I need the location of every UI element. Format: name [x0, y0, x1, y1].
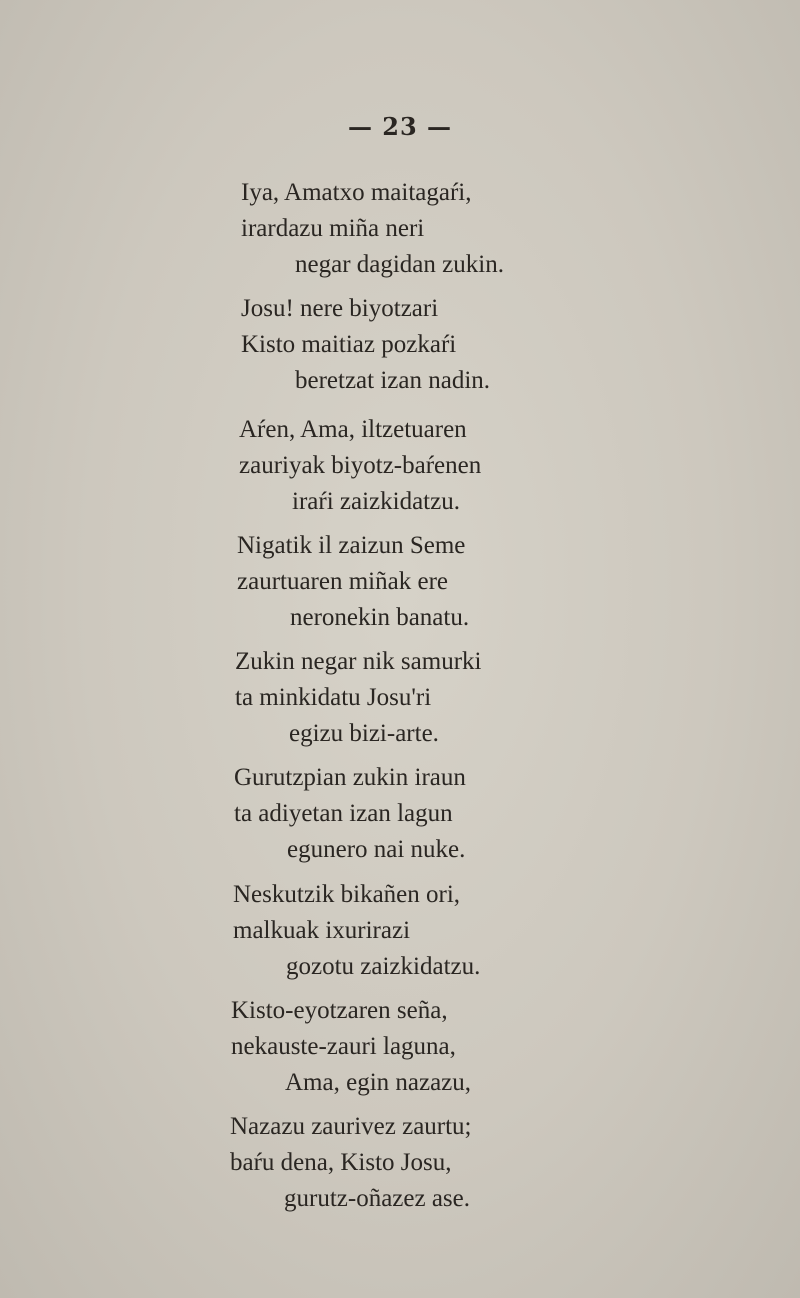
poem-line: irardazu miña neri [241, 215, 425, 242]
poem-line: ta adiyetan izan lagun [234, 800, 453, 827]
poem-line: gurutz-oñazez ase. [284, 1185, 470, 1212]
poem-line: Nigatik il zaizun Seme [237, 532, 466, 559]
poem-line: Iya, Amatxo maitagaŕi, [241, 179, 472, 206]
poem-line: Zukin negar nik samurki [235, 648, 482, 675]
poem-line: egizu bizi-arte. [289, 720, 439, 747]
poem-line: neronekin banatu. [290, 604, 470, 631]
poem-line: gozotu zaizkidatzu. [286, 953, 481, 980]
poem-line: ta minkidatu Josu'ri [235, 684, 432, 711]
poem-line: negar dagidan zukin. [295, 251, 504, 278]
poem-line: iraŕi zaizkidatzu. [292, 488, 460, 515]
poem-line: egunero nai nuke. [287, 836, 466, 863]
poem-line: Ama, egin nazazu, [285, 1069, 472, 1096]
poem-line: baŕu dena, Kisto Josu, [230, 1149, 452, 1176]
poem-line: Aŕen, Ama, iltzetuaren [239, 416, 467, 443]
poem-line: zauriyak biyotz-baŕenen [239, 452, 482, 479]
poem-line: Gurutzpian zukin iraun [234, 764, 466, 791]
poem-line: nekauste-zauri laguna, [231, 1033, 456, 1060]
poem-line: zaurtuaren miñak ere [237, 568, 448, 595]
poem-line: Kisto maitiaz pozkaŕi [241, 331, 457, 358]
poem-line: Neskutzik bikañen ori, [233, 881, 461, 908]
poem-line: Nazazu zaurivez zaurtu; [230, 1113, 472, 1140]
poem-line: beretzat izan nadin. [295, 367, 491, 394]
poem-line: Josu! nere biyotzari [241, 295, 439, 322]
poem-line: Kisto-eyotzaren seña, [231, 997, 448, 1024]
page-number: — 23 — [347, 112, 453, 141]
poem-line: malkuak ixurirazi [233, 917, 411, 944]
